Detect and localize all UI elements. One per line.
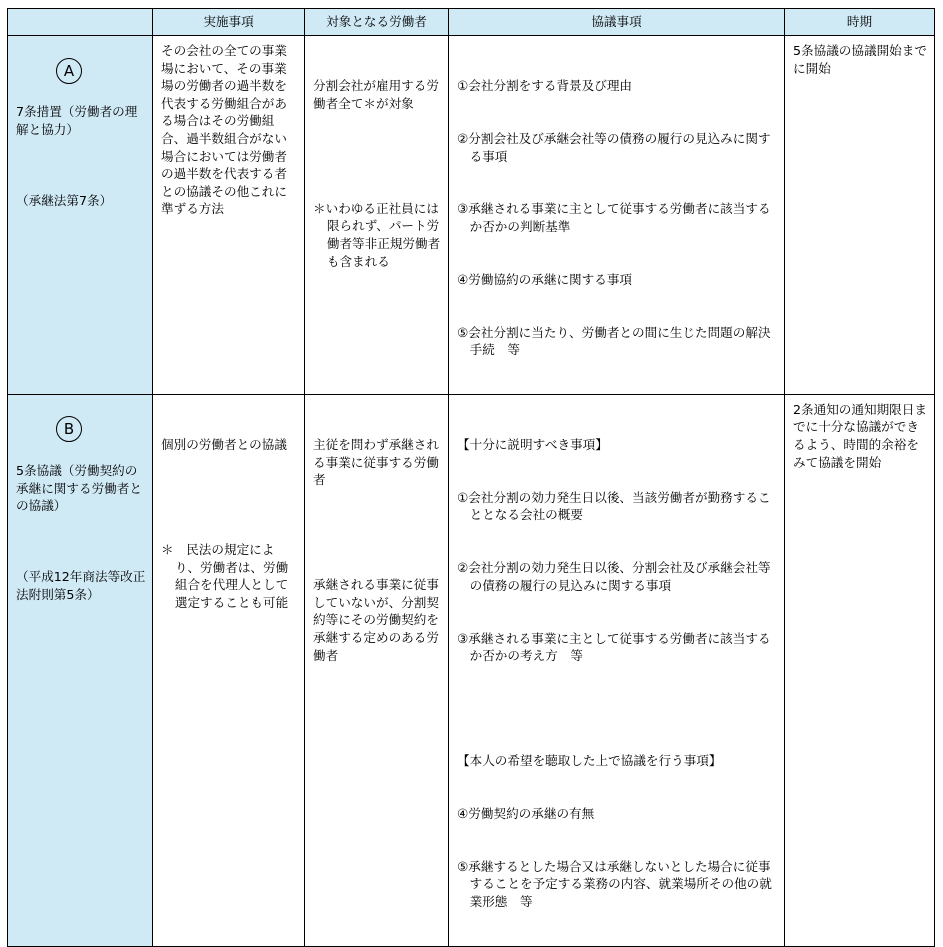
header-label bbox=[8, 9, 153, 36]
implementation-cell-b bbox=[153, 394, 305, 946]
timing-text-b: 2条通知の通知期限日までに十分な協議ができるよう、時間的余裕をみて協議を開始 bbox=[793, 401, 927, 470]
implementation-text-a: その会社の全ての事業場において、その事業場の労働者の過半数を代表する労働組合がある場合はその労働組合、過半数組合がない場合においては労働者の過半数を代表する者との協議その他これに準ずる方法 bbox=[161, 43, 287, 217]
row-law-a: （承継法第7条） bbox=[16, 192, 113, 208]
matter-item: ⑤承継するとした場合又は承継しないとした場合に従事することを予定する業務の内容、就業場所その他の就業形態 等 bbox=[457, 858, 772, 909]
target-text-a: 分割会社が雇用する労働者全て＊が対象 bbox=[313, 78, 439, 111]
target-sub-b: 承継される事業に従事していないが、分割契約等にその労働契約を承継する定めのある労働者 bbox=[313, 577, 439, 663]
consultation-table bbox=[7, 8, 935, 947]
timing-cell-b bbox=[785, 394, 935, 946]
matter-item: ②分割会社及び承継会社等の債務の履行の見込みに関する事項 bbox=[457, 130, 771, 164]
marker-a: A bbox=[56, 58, 82, 84]
matters-heading-explain: 【十分に説明すべき事項】 bbox=[457, 437, 608, 453]
implementation-note-b: ＊ 民法の規定により、労働者は、労働組合を代理人として選定することも可能 bbox=[161, 542, 289, 610]
target-text-b: 主従を問わず承継される事業に従事する労働者 bbox=[313, 437, 439, 488]
target-note-a: ＊いわゆる正社員には限られず、パート労働者等非正規労働者も含まれる bbox=[313, 200, 441, 269]
timing-cell-a bbox=[785, 36, 935, 395]
header-row bbox=[8, 9, 935, 36]
timing-text-a: 5条協議の協議開始までに開始 bbox=[793, 43, 927, 76]
matter-item: ①会社分割の効力発生日以後、当該労働者が勤務することとなる会社の概要 bbox=[457, 489, 771, 523]
implementation-text-b: 個別の労働者との協議 bbox=[161, 437, 287, 453]
matter-item: ③承継される事業に主として従事する労働者に該当するか否かの判断基準 bbox=[457, 201, 771, 234]
marker-b: B bbox=[56, 416, 82, 442]
row-title-b: 5条協議（労働契約の承継に関する労働者との協議） bbox=[16, 463, 142, 514]
implementation-cell-a bbox=[153, 36, 305, 395]
matters-heading-wishes: 【本人の希望を聴取した上で協議を行う事項】 bbox=[457, 753, 722, 769]
row-law-b: （平成12年商法等改正法附則第5条） bbox=[16, 569, 146, 602]
header-timing: 時期 bbox=[785, 9, 935, 36]
header-matters: 協議事項 bbox=[449, 9, 785, 36]
table-row-b bbox=[8, 394, 935, 946]
header-implementation: 実施事項 bbox=[153, 9, 305, 36]
matter-item: ④労働協約の承継に関する事項 bbox=[457, 271, 633, 287]
target-cell-b bbox=[305, 394, 449, 946]
matters-cell-a bbox=[449, 36, 785, 395]
matter-item: ②会社分割の効力発生日以後、分割会社及び承継会社等の債務の履行の見込みに関する事項 bbox=[457, 560, 771, 593]
matters-cell-b bbox=[449, 394, 785, 946]
target-cell-a bbox=[305, 36, 449, 395]
matter-item: ④労働契約の承継の有無 bbox=[457, 805, 595, 821]
header-target: 対象となる労働者 bbox=[305, 9, 449, 36]
row-label-a bbox=[8, 36, 153, 395]
row-title-a: 7条措置（労働者の理解と協力） bbox=[16, 104, 138, 137]
matter-item: ⑤会社分割に当たり、労働者との間に生じた問題の解決手続 等 bbox=[457, 324, 771, 358]
matter-item: ③承継される事業に主として従事する労働者に該当するか否かの考え方 等 bbox=[457, 630, 771, 664]
table-row-a bbox=[8, 36, 935, 395]
matter-item: ①会社分割をする背景及び理由 bbox=[457, 78, 633, 94]
row-label-b bbox=[8, 394, 153, 946]
